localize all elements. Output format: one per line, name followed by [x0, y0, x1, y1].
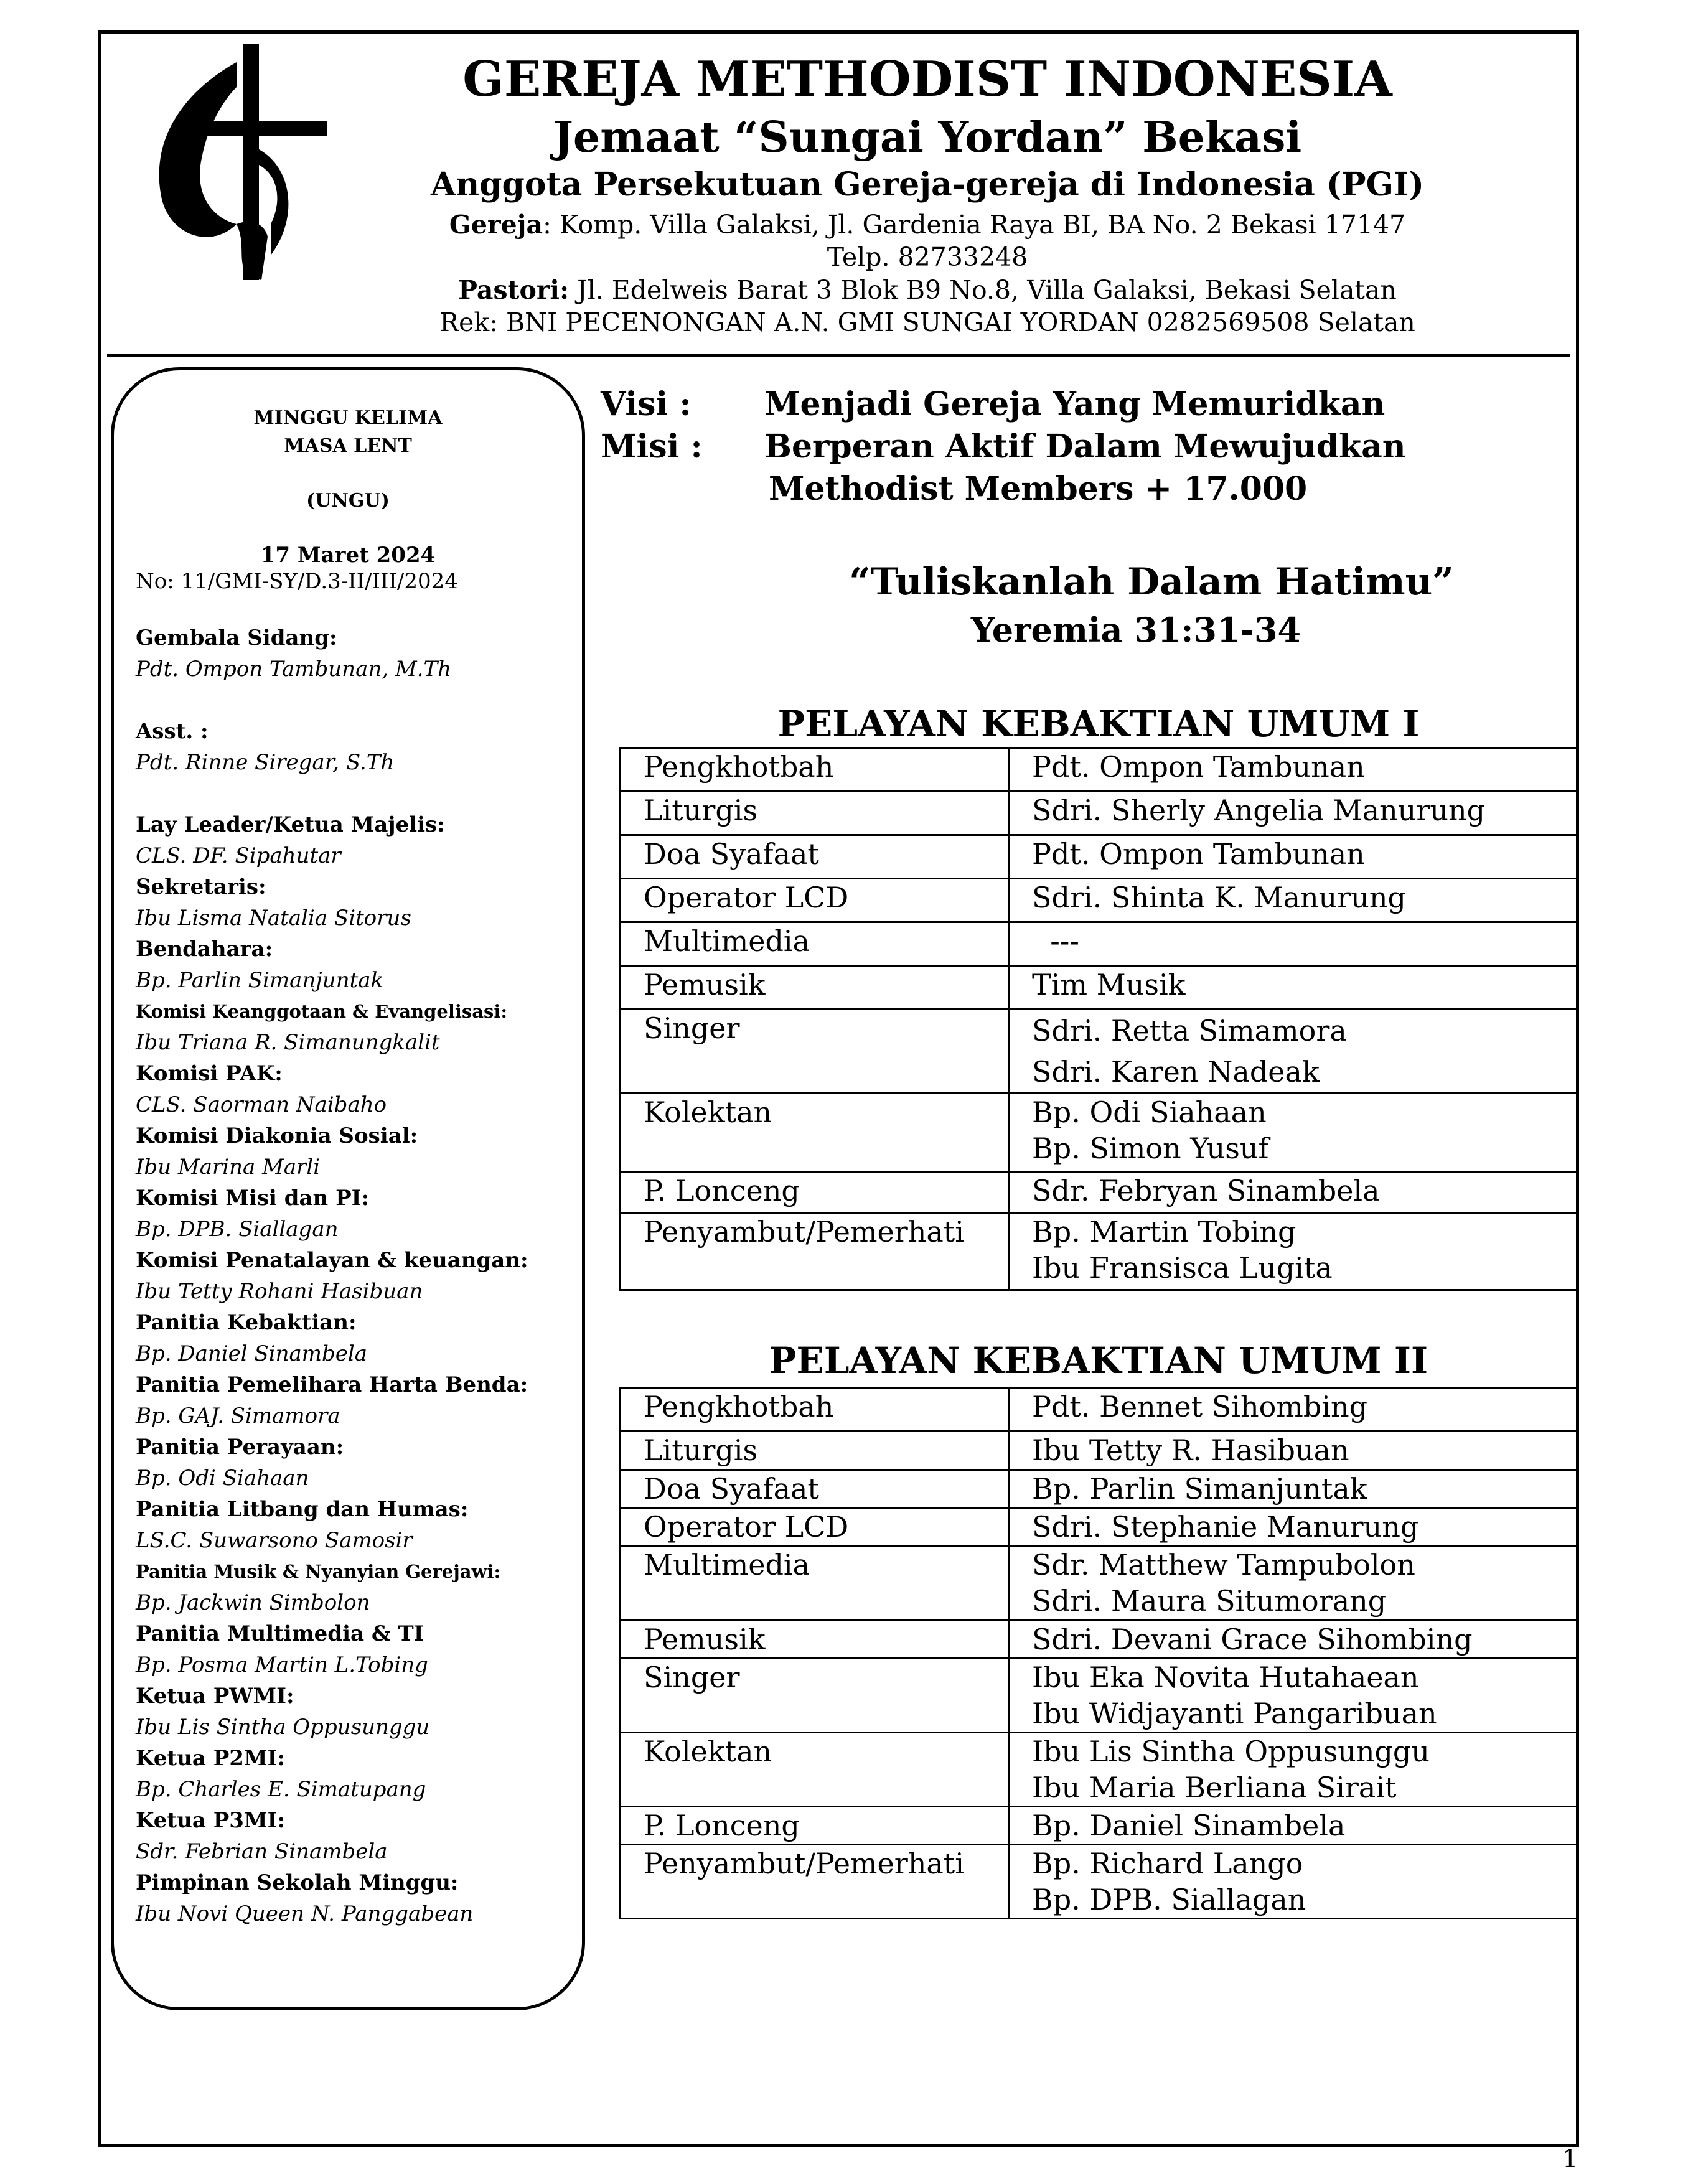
role-cell: Pengkhotbah	[621, 1388, 1009, 1432]
servant-cell: Sdri. Retta Simamora Sdri. Karen Nadeak	[1009, 1010, 1577, 1094]
table-row	[621, 922, 1577, 966]
staff-label: Panitia Pemelihara Harta Benda:	[136, 1372, 528, 1397]
misi-text-line2: Methodist Members + 17.000	[769, 470, 1308, 508]
staff-name: Bp. Odi Siahaan	[136, 1466, 309, 1491]
role-cell: Pemusik	[621, 966, 1009, 1010]
phone: Telp. 82733248	[827, 242, 1028, 272]
servant-cell: Sdr. Febryan Sinambela	[1009, 1172, 1577, 1213]
servant-cell: Sdri. Shinta K. Manurung	[1009, 879, 1577, 922]
table-row	[621, 1432, 1577, 1470]
staff-name: Sdr. Febrian Sinambela	[136, 1839, 388, 1864]
servant-cell: ---	[1009, 922, 1577, 966]
servant-cell: Bp. Richard Lango Bp. DPB. Siallagan	[1009, 1845, 1577, 1919]
visi-label: Visi :	[601, 385, 692, 423]
table-row	[621, 835, 1577, 879]
service2-title: PELAYAN KEBAKTIAN UMUM II	[769, 1339, 1428, 1382]
staff-label: Ketua P2MI:	[136, 1746, 286, 1771]
misi-label: Misi :	[601, 428, 703, 466]
servant-cell: Sdr. Matthew Tampubolon Sdri. Maura Situmorang	[1009, 1546, 1577, 1621]
table-row	[621, 748, 1577, 792]
role-cell: Multimedia	[621, 922, 1009, 966]
staff-name: Bp. Parlin Simanjuntak	[136, 968, 384, 993]
staff-name: Ibu Lisma Natalia Sitorus	[136, 906, 411, 930]
role-cell: Kolektan	[621, 1094, 1009, 1172]
sidebar-liturgical-color: (UNGU)	[306, 490, 390, 512]
table-row	[621, 1546, 1577, 1621]
staff-label: Panitia Musik & Nyanyian Gerejawi:	[136, 1561, 501, 1582]
staff-label: Komisi Penatalayan & keuangan:	[136, 1248, 528, 1273]
role-cell: Doa Syafaat	[621, 1470, 1009, 1508]
bank-account: Rek: BNI PECENONGAN A.N. GMI SUNGAI YORDAN 0282569508 Selatan	[439, 307, 1415, 337]
servant-cell: Sdri. Devani Grace Sihombing	[1009, 1621, 1577, 1659]
servant-cell: Pdt. Ompon Tambunan	[1009, 835, 1577, 879]
staff-name: Pdt. Rinne Siregar, S.Th	[136, 750, 395, 775]
staff-label: Asst. :	[136, 719, 209, 744]
table-row	[621, 966, 1577, 1010]
page-number: 1	[1562, 2145, 1578, 2173]
service1-title: PELAYAN KEBAKTIAN UMUM I	[777, 703, 1420, 745]
servant-cell: Bp. Martin Tobing Ibu Fransisca Lugita	[1009, 1213, 1577, 1290]
servant-cell: Sdri. Sherly Angelia Manurung	[1009, 792, 1577, 835]
table-row	[621, 1807, 1577, 1845]
staff-label: Ketua PWMI:	[136, 1684, 294, 1708]
staff-label: Sekretaris:	[136, 874, 266, 899]
table-row	[621, 1010, 1577, 1094]
table-row	[621, 1733, 1577, 1807]
staff-label: Lay Leader/Ketua Majelis:	[136, 812, 445, 837]
role-cell: Doa Syafaat	[621, 835, 1009, 879]
table-row	[621, 879, 1577, 922]
scripture-reference: Yeremia 31:31-34	[970, 610, 1301, 650]
servant-cell: Ibu Tetty R. Hasibuan	[1009, 1432, 1577, 1470]
staff-name: Ibu Novi Queen N. Panggabean	[136, 1901, 474, 1926]
staff-label: Ketua P3MI:	[136, 1808, 286, 1833]
staff-name: Ibu Triana R. Simanungkalit	[136, 1030, 440, 1055]
table-row	[621, 1621, 1577, 1659]
table-row	[621, 1845, 1577, 1919]
congregation-name: Jemaat “Sungai Yordan” Bekasi	[553, 113, 1302, 162]
staff-label: Komisi Keanggotaan & Evangelisasi:	[136, 1001, 508, 1022]
servant-cell: Ibu Lis Sintha Oppusunggu Ibu Maria Berliana Sirait	[1009, 1733, 1577, 1807]
role-cell: Singer	[621, 1659, 1009, 1733]
staff-label: Komisi Misi dan PI:	[136, 1186, 370, 1211]
sermon-theme: “Tuliskanlah Dalam Hatimu”	[849, 560, 1454, 604]
servant-cell: Bp. Odi Siahaan Bp. Simon Yusuf	[1009, 1094, 1577, 1172]
table-row	[621, 1508, 1577, 1546]
staff-name: CLS. Saorman Naibaho	[136, 1092, 387, 1117]
staff-label: Panitia Perayaan:	[136, 1435, 344, 1460]
staff-label: Bendahara:	[136, 937, 273, 962]
role-cell: Penyambut/Pemerhati	[621, 1213, 1009, 1290]
staff-name: Bp. GAJ. Simamora	[136, 1404, 340, 1428]
misi-text-line1: Berperan Aktif Dalam Mewujudkan	[764, 428, 1406, 466]
role-cell: Penyambut/Pemerhati	[621, 1845, 1009, 1919]
table-row	[621, 1659, 1577, 1733]
role-cell: Pengkhotbah	[621, 748, 1009, 792]
staff-name: Bp. Posma Martin L.Tobing	[136, 1652, 428, 1677]
table-row	[621, 1470, 1577, 1508]
staff-name: Ibu Tetty Rohani Hasibuan	[136, 1279, 423, 1304]
staff-name: Bp. Charles E. Simatupang	[136, 1777, 426, 1802]
role-cell: Singer	[621, 1010, 1009, 1094]
staff-name: LS.C. Suwarsono Samosir	[136, 1528, 413, 1553]
servant-cell: Bp. Daniel Sinambela	[1009, 1807, 1577, 1845]
staff-label: Panitia Kebaktian:	[136, 1310, 357, 1335]
staff-name: Bp. Daniel Sinambela	[136, 1341, 368, 1366]
visi-text: Menjadi Gereja Yang Memuridkan	[764, 385, 1386, 423]
table-row	[621, 1172, 1577, 1213]
servant-cell: Pdt. Ompon Tambunan	[1009, 748, 1577, 792]
membership-line: Anggota Persekutuan Gereja-gereja di Indonesia (PGI)	[431, 166, 1424, 204]
sidebar-date: 17 Maret 2024	[260, 543, 436, 568]
role-cell: Liturgis	[621, 792, 1009, 835]
servant-cell: Tim Musik	[1009, 966, 1577, 1010]
servant-cell: Bp. Parlin Simanjuntak	[1009, 1470, 1577, 1508]
sidebar-week: MINGGU KELIMA	[253, 407, 443, 429]
staff-name: Pdt. Ompon Tambunan, M.Th	[136, 657, 452, 682]
role-cell: P. Lonceng	[621, 1172, 1009, 1213]
staff-label: Pimpinan Sekolah Minggu:	[136, 1870, 459, 1895]
staff-name: Ibu Lis Sintha Oppusunggu	[136, 1715, 430, 1740]
service2-table	[619, 1387, 1578, 1919]
staff-name: Bp. DPB. Siallagan	[136, 1217, 339, 1242]
role-cell: Liturgis	[621, 1432, 1009, 1470]
role-cell: Kolektan	[621, 1733, 1009, 1807]
service1-table	[619, 747, 1578, 1291]
staff-label: Gembala Sidang:	[136, 626, 337, 650]
parsonage-address: Pastori: Jl. Edelweis Barat 3 Blok B9 No.8, Villa Galaksi, Bekasi Selatan	[458, 275, 1397, 305]
church-name: GEREJA METHODIST INDONESIA	[462, 51, 1392, 108]
servant-cell: Pdt. Bennet Sihombing	[1009, 1388, 1577, 1432]
table-row	[621, 792, 1577, 835]
staff-name: CLS. DF. Sipahutar	[136, 843, 341, 868]
sidebar-season: MASA LENT	[284, 435, 412, 457]
table-row	[621, 1213, 1577, 1290]
header-divider	[107, 354, 1570, 357]
staff-label: Komisi Diakonia Sosial:	[136, 1123, 418, 1148]
staff-label: Panitia Litbang dan Humas:	[136, 1497, 469, 1522]
servant-cell: Sdri. Stephanie Manurung	[1009, 1508, 1577, 1546]
staff-name: Ibu Marina Marli	[136, 1155, 321, 1179]
role-cell: Pemusik	[621, 1621, 1009, 1659]
servant-cell: Ibu Eka Novita Hutahaean Ibu Widjayanti Pangaribuan	[1009, 1659, 1577, 1733]
role-cell: Operator LCD	[621, 1508, 1009, 1546]
role-cell: Multimedia	[621, 1546, 1009, 1621]
table-row	[621, 1388, 1577, 1432]
staff-name: Bp. Jackwin Simbolon	[136, 1590, 370, 1615]
staff-label: Komisi PAK:	[136, 1061, 283, 1086]
cross-and-flame-logo	[143, 37, 330, 280]
sidebar-number: No: 11/GMI-SY/D.3-II/III/2024	[136, 569, 458, 594]
church-address: Gereja: Komp. Villa Galaksi, Jl. Gardenia Raya BI, BA No. 2 Bekasi 17147	[449, 210, 1406, 240]
role-cell: Operator LCD	[621, 879, 1009, 922]
table-row	[621, 1094, 1577, 1172]
staff-label: Panitia Multimedia & TI	[136, 1621, 424, 1646]
role-cell: P. Lonceng	[621, 1807, 1009, 1845]
